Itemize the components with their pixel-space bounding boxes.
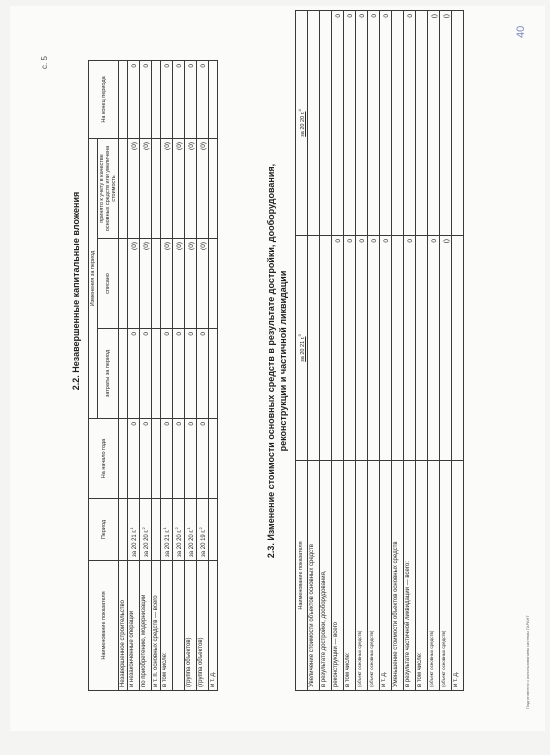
table-row (379, 11, 391, 691)
cell-start (119, 419, 128, 499)
row-name: (объект основных средств) (367, 461, 379, 691)
th-period: Период (89, 499, 119, 561)
cell-end: 0 (128, 60, 140, 138)
cell-end: 0 (161, 60, 173, 138)
period-label: за 20 21 г. (132, 529, 138, 557)
table-2-2 (88, 60, 218, 691)
cell-written-off (152, 239, 161, 329)
cell-year-1: 0 (403, 236, 415, 461)
cell-year-1 (415, 236, 427, 461)
th-start: На начало года (89, 419, 119, 499)
th-year-1 (296, 236, 308, 461)
cell-year-1 (451, 236, 463, 461)
cell-accepted: (0) (140, 138, 152, 238)
table-row (173, 60, 185, 690)
table-row (439, 11, 451, 691)
row-name: и незаконченные операции (128, 561, 140, 691)
table-row (152, 60, 161, 690)
table-row (415, 11, 427, 691)
row-period (197, 499, 209, 561)
period-label: за 20 19 г. (201, 529, 207, 557)
cell-year-1: 0 (343, 236, 355, 461)
cell-year-1: 0 (427, 236, 439, 461)
cell-year-1: 0 (355, 236, 367, 461)
th-end: На конец периода (89, 60, 119, 138)
cell-written-off (209, 239, 218, 329)
cell-written-off: (0) (128, 239, 140, 329)
cell-year-1: 0 (367, 236, 379, 461)
cell-costs: 0 (140, 329, 152, 419)
cell-end: 0 (173, 60, 185, 138)
period-label: за 20 21 г. (165, 529, 171, 557)
cell-end (209, 60, 218, 138)
cell-costs: 0 (197, 329, 209, 419)
period-footnote: 1 (186, 527, 191, 530)
table-row (391, 11, 403, 691)
section-2-3-title-line1: 2.3. Изменение стоимости основных средств в результате достройки, дооборудования, (266, 163, 276, 559)
cell-costs (152, 329, 161, 419)
cell-year-1: () (439, 236, 451, 461)
cell-year-2 (307, 11, 319, 236)
table-2-3-body (307, 11, 463, 691)
cell-year-1: 0 (379, 236, 391, 461)
cell-year-2 (451, 11, 463, 236)
cell-accepted (152, 138, 161, 238)
cell-written-off: (0) (161, 239, 173, 329)
row-name: в том числе: (343, 461, 355, 691)
row-name: и т. д. (451, 461, 463, 691)
row-name (173, 561, 185, 691)
cell-year-2: 0 (331, 11, 343, 236)
table-row (331, 11, 343, 691)
section-2-3-title-line2: реконструкции и частичной ликвидации (278, 270, 288, 452)
cell-end: 0 (185, 60, 197, 138)
cell-year-2 (319, 11, 331, 236)
period-footnote: 1 (162, 527, 167, 530)
cell-year-2: () (439, 11, 451, 236)
table-2-2-header-row (89, 60, 98, 690)
period-label: за 20 20 г. (177, 529, 183, 557)
th-indicator-2-3: Наименование показателя (296, 461, 308, 691)
period-footnote: 2 (174, 527, 179, 530)
th-written-off: списано (98, 239, 119, 329)
cell-costs (119, 329, 128, 419)
row-name: Уменьшение стоимости объектов основных средств (391, 461, 403, 691)
row-name: реконструкции — всего (331, 461, 343, 691)
rotated-content (10, 6, 545, 731)
row-period (152, 499, 161, 561)
row-name: (объект основных средств) (427, 461, 439, 691)
table-row (209, 60, 218, 690)
row-name: и т. д. (209, 561, 218, 691)
cell-year-1 (319, 236, 331, 461)
row-name: в том числе: (415, 461, 427, 691)
table-row (119, 60, 128, 690)
cell-start (152, 419, 161, 499)
cell-year-2 (391, 11, 403, 236)
row-name: (объект основных средств) (439, 461, 451, 691)
table-2-2-body (119, 60, 218, 690)
row-name: в том числе: (161, 561, 173, 691)
row-name: Увеличение стоимости объектов основных средств (307, 461, 319, 691)
cell-accepted: (0) (185, 138, 197, 238)
table-row (355, 11, 367, 691)
cell-year-2: 0 (343, 11, 355, 236)
table-row (307, 11, 319, 691)
period-label: за 20 20 г. (189, 529, 195, 557)
table-row (161, 60, 173, 690)
cell-accepted: (0) (128, 138, 140, 238)
table-row (403, 11, 415, 691)
row-name: (группа объектов) (185, 561, 197, 691)
cell-start: 0 (161, 419, 173, 499)
cell-costs: 0 (128, 329, 140, 419)
row-name: и т. п. основных средств — всего (152, 561, 161, 691)
cell-start: 0 (128, 419, 140, 499)
row-name: (объект основных средств) (355, 461, 367, 691)
period-footnote: 2 (141, 527, 146, 530)
row-name: по приобретению, модернизации (140, 561, 152, 691)
cell-costs (209, 329, 218, 419)
row-name: в результате достройки, дооборудования, (319, 461, 331, 691)
section-2-2-title: 2.2. Незавершенные капитальные вложения (71, 191, 81, 391)
cell-start: 0 (197, 419, 209, 499)
cell-costs: 0 (185, 329, 197, 419)
cell-start: 0 (173, 419, 185, 499)
th-year-1-sup: 3 (297, 334, 302, 337)
cell-written-off: (0) (185, 239, 197, 329)
cell-year-2: () (427, 11, 439, 236)
th-indicator: Наименование показателя (89, 561, 119, 691)
page-number: с. 5 (40, 56, 49, 69)
th-costs: затраты за период (98, 329, 119, 419)
row-period (173, 499, 185, 561)
table-row (343, 11, 355, 691)
table-row (128, 60, 140, 690)
period-footnote: 1 (129, 527, 134, 530)
table-2-3-header-row (296, 11, 308, 691)
scan-handwritten-mark: 40 (515, 25, 527, 38)
cell-end (152, 60, 161, 138)
cell-written-off (119, 239, 128, 329)
row-period (209, 499, 218, 561)
row-period (119, 499, 128, 561)
cell-year-2: 0 (379, 11, 391, 236)
row-name: в результате частичной ликвидации — всего: (403, 461, 415, 691)
table-row (427, 11, 439, 691)
cell-costs: 0 (173, 329, 185, 419)
row-name: (группа объектов) (197, 561, 209, 691)
cell-year-2: 0 (355, 11, 367, 236)
table-row (140, 60, 152, 690)
cell-start: 0 (185, 419, 197, 499)
cell-costs: 0 (161, 329, 173, 419)
th-year-2 (296, 11, 308, 236)
table-row (185, 60, 197, 690)
cell-year-1 (307, 236, 319, 461)
cell-written-off: (0) (173, 239, 185, 329)
row-name: и т. д. (379, 461, 391, 691)
row-period (185, 499, 197, 561)
row-period (161, 499, 173, 561)
cell-written-off: (0) (197, 239, 209, 329)
cell-accepted (119, 138, 128, 238)
cell-written-off: (0) (140, 239, 152, 329)
cell-end (119, 60, 128, 138)
scanned-page (10, 6, 545, 731)
period-label: за 20 20 г. (144, 529, 150, 557)
table-row (451, 11, 463, 691)
row-period (140, 499, 152, 561)
table-row (197, 60, 209, 690)
cell-accepted: (0) (161, 138, 173, 238)
th-accepted: принято к учету в качестве основных средств или увеличена стоимость (98, 138, 119, 238)
th-year-1-label: за 20 21 г. (299, 336, 306, 362)
cell-year-1 (391, 236, 403, 461)
cell-accepted (209, 138, 218, 238)
th-year-2-sup: 4 (297, 109, 302, 112)
cell-end: 0 (140, 60, 152, 138)
table-2-3 (295, 10, 464, 691)
cell-year-2: 0 (367, 11, 379, 236)
cell-year-2: 0 (403, 11, 415, 236)
table-row (367, 11, 379, 691)
th-year-2-label: за 20 20 г. (299, 111, 306, 137)
row-name: Незавершенное строительство (119, 561, 128, 691)
doc-footnote: Подготовлено с использованием системы ГАРАНТ (525, 615, 530, 709)
section-2-3-title (265, 61, 289, 661)
cell-end: 0 (197, 60, 209, 138)
table-row (319, 11, 331, 691)
cell-year-2 (415, 11, 427, 236)
th-changes: Изменения за период (89, 138, 98, 418)
cell-start: 0 (140, 419, 152, 499)
cell-start (209, 419, 218, 499)
cell-accepted: (0) (197, 138, 209, 238)
cell-accepted: (0) (173, 138, 185, 238)
period-footnote: 2 (198, 527, 203, 530)
cell-year-1: 0 (331, 236, 343, 461)
row-period (128, 499, 140, 561)
